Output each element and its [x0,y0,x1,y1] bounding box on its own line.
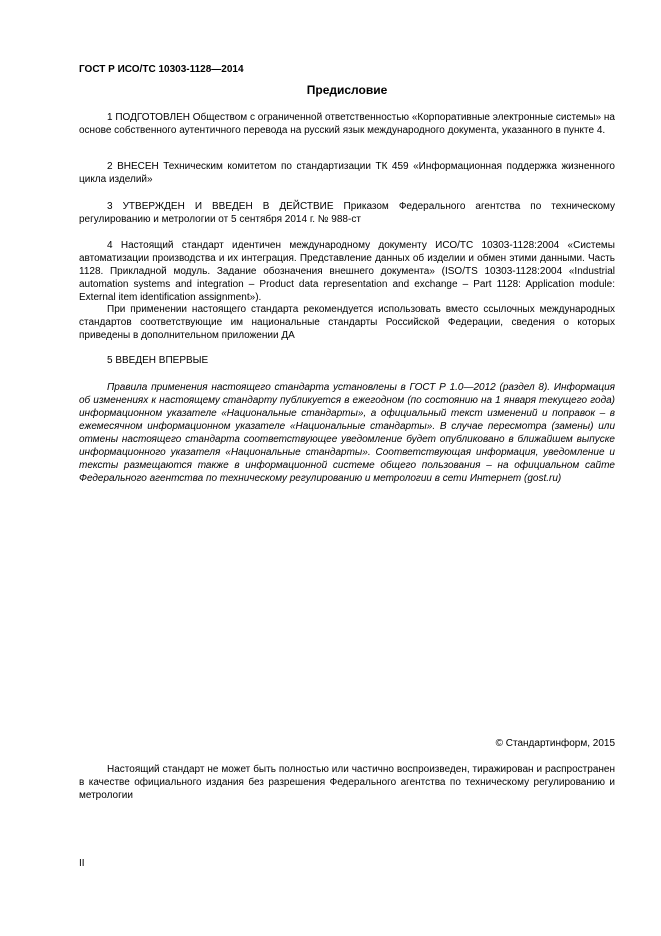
paragraph-prepared: 1 ПОДГОТОВЛЕН Обществом с ограниченной ответственностью «Корпоративные электронные системы» на основе собственного аутентичного перевода на русский язык международного документа, указанного в пункте 4. [79,112,615,136]
paragraph-identical: 4 Настоящий стандарт идентичен международному документу ИСО/ТС 10303-1128:2004 «Системы автоматизации производства и их интеграция. Представление данных об изделии и обмен этими данными. Часть 1128. Прикладной модуль. Задание обозначения внешнего документа» (ISO/TS 10303-1128:2004 «Industrial automation systems and integration – Product data representation and exchange – Part 1128: Application module: External item identification assignment»). [79,240,615,303]
page-number: II [79,858,85,869]
copyright-line: © Стандартинформ, 2015 [495,738,615,749]
paragraph-application: При применении настоящего стандарта рекомендуется использовать вместо ссылочных международных стандартов соответствующие им национальные стандарты Российской Федерации, сведения о которых приведены в дополнительном приложении ДА [79,304,615,341]
page-title: Предисловие [306,83,388,97]
paragraph-approved: 3 УТВЕРЖДЕН И ВВЕДЕН В ДЕЙСТВИЕ Приказом Федерального агентства по техническому регулированию и метрологии от 5 сентября 2014 г. № 988-ст [79,201,615,225]
paragraph-introduced: 5 ВВЕДЕН ВПЕРВЫЕ [107,355,209,366]
notice-rules: Правила применения настоящего стандарта установлены в ГОСТ Р 1.0—2012 (раздел 8). Информация об изменениях к настоящему стандарту публикуется в ежегодном (по состоянию на 1 января текущего года) информационном указателе «Национальные стандарты», а официальный текст изменений и поправок – в ежемесячном информационном указателе «Национальные стандарты». В случае пересмотра (замены) или отмены настоящего стандарта соответствующее уведомление будет опубликовано в ближайшем выпуске информационного указателя «Национальные стандарты». Соответствующая информация, уведомление и тексты размещаются также в информационной системе общего пользования – на официальном сайте Федерального агентства по техническому регулированию и метрологии в сети Интернет (gost.ru) [79,382,615,484]
reproduction-notice: Настоящий стандарт не может быть полностью или частично воспроизведен, тиражирован и распространен в качестве официального издания без разрешения Федерального агентства по техническому регулированию и метрологии [79,764,615,801]
document-code: ГОСТ Р ИСО/ТС 10303-1128—2014 [79,64,244,75]
paragraph-submitted: 2 ВНЕСЕН Техническим комитетом по стандартизации ТК 459 «Информационная поддержка жизненного цикла изделий» [79,161,615,185]
